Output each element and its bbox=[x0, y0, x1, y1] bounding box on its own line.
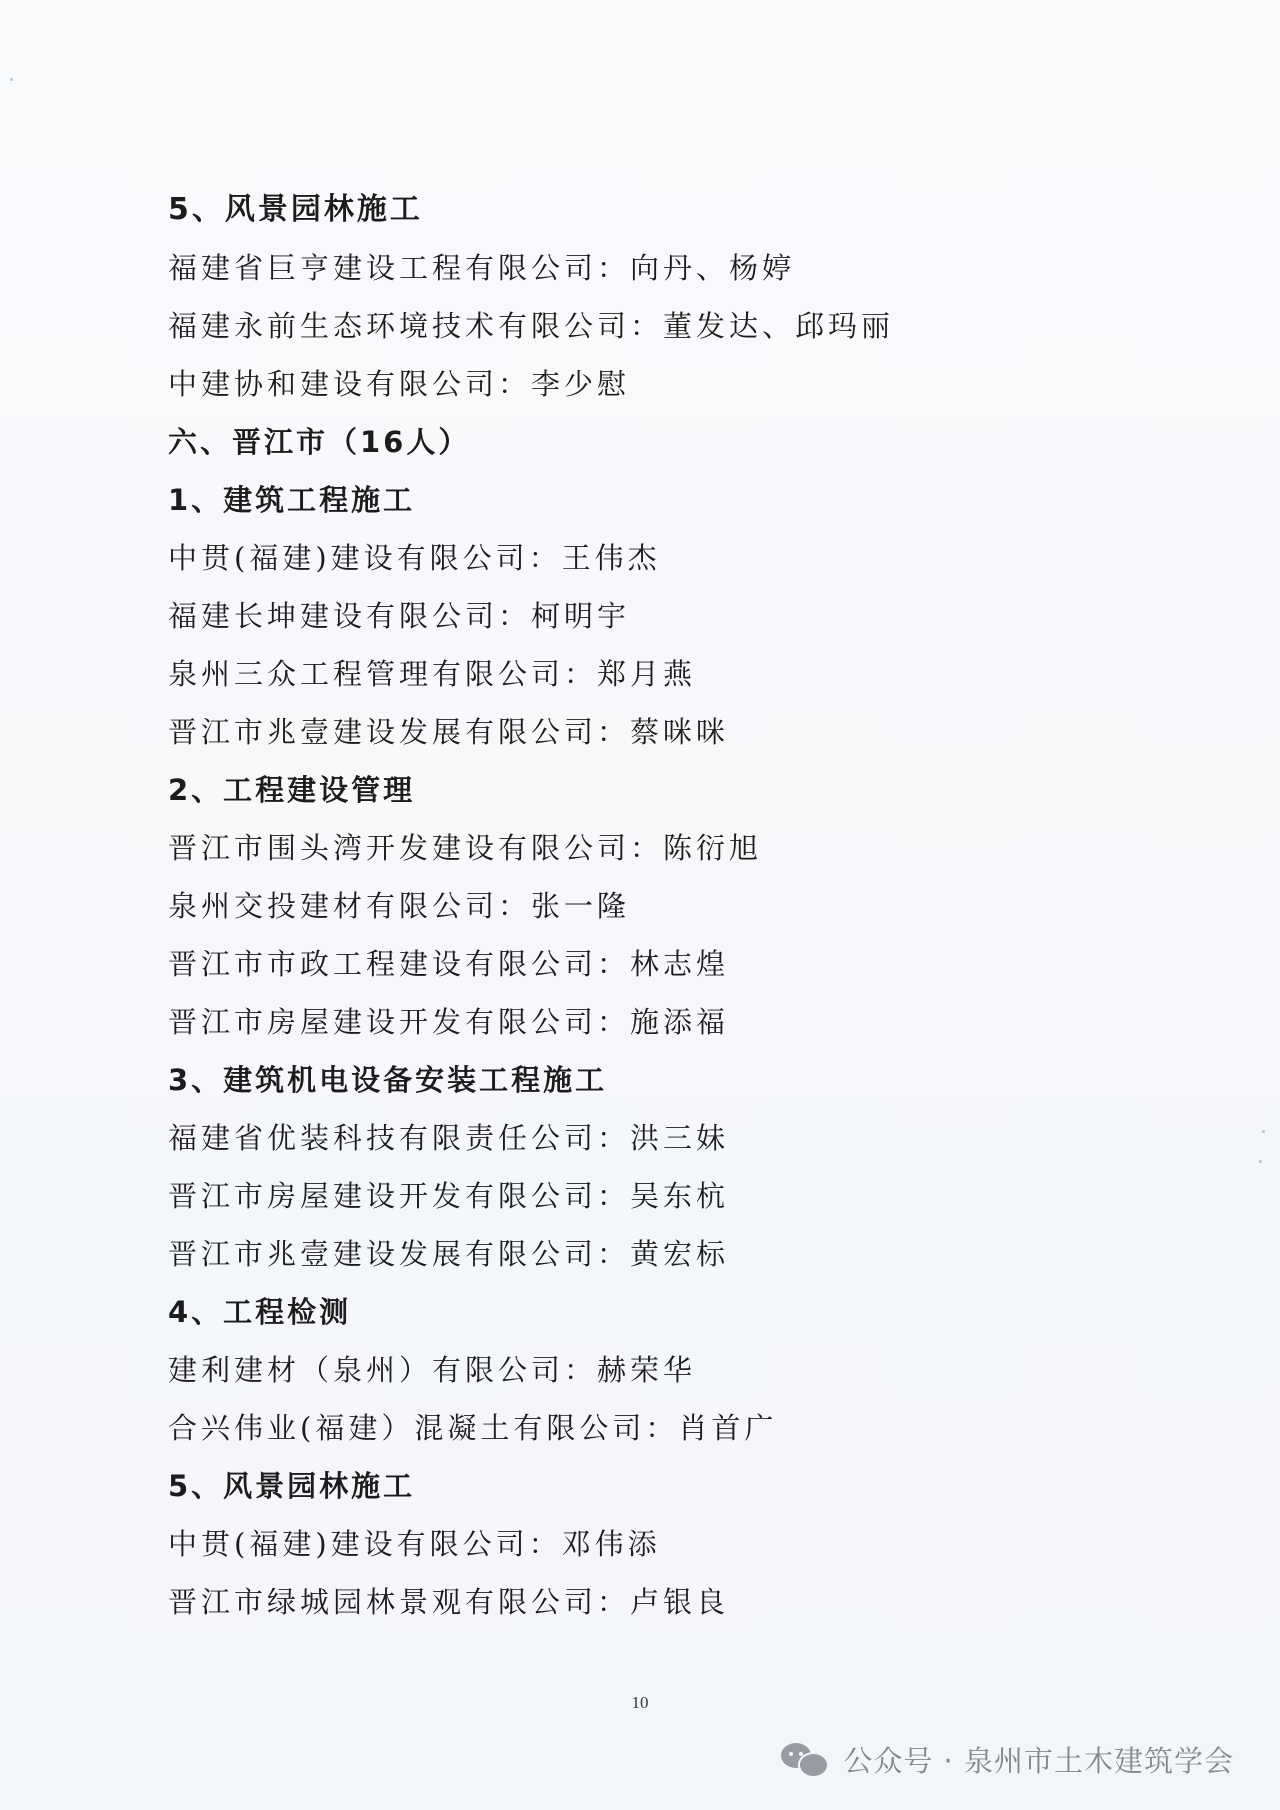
document-body bbox=[168, 181, 1168, 1631]
list-item: 中建协和建设有限公司：李少慰 bbox=[168, 367, 631, 401]
list-item: 晋江市兆壹建设发展有限公司：黄宏标 bbox=[168, 1237, 730, 1271]
list-item: 福建长坤建设有限公司：柯明宇 bbox=[168, 599, 631, 633]
list-item: 中贯(福建)建设有限公司：邓伟添 bbox=[168, 1527, 661, 1561]
list-item: 福建省优装科技有限责任公司：洪三妹 bbox=[168, 1121, 730, 1155]
wechat-icon bbox=[781, 1741, 829, 1777]
section-heading: 5、风景园林施工 bbox=[168, 192, 423, 227]
list-item: 晋江市市政工程建设有限公司：林志煌 bbox=[168, 947, 730, 981]
scan-speck bbox=[10, 78, 13, 81]
list-item: 建利建材（泉州）有限公司：赫荣华 bbox=[168, 1353, 697, 1387]
list-item: 福建永前生态环境技术有限公司：董发达、邱玛丽 bbox=[168, 309, 895, 343]
section-heading: 3、建筑机电设备安装工程施工 bbox=[168, 1063, 608, 1097]
section-heading: 5、风景园林施工 bbox=[168, 1469, 416, 1503]
watermark-text: 公众号 · 泉州市土木建筑学会 bbox=[843, 1743, 1234, 1778]
list-item: 泉州三众工程管理有限公司：郑月燕 bbox=[168, 657, 697, 691]
page-number: 10 bbox=[631, 1693, 649, 1712]
list-item: 晋江市兆壹建设发展有限公司：蔡咪咪 bbox=[168, 715, 730, 749]
section-heading: 2、工程建设管理 bbox=[168, 773, 416, 807]
list-item: 晋江市房屋建设开发有限公司：吴东杭 bbox=[168, 1179, 730, 1213]
watermark bbox=[781, 1734, 1234, 1784]
list-item: 晋江市绿城园林景观有限公司：卢银良 bbox=[168, 1585, 730, 1619]
section-heading: 4、工程检测 bbox=[168, 1295, 352, 1329]
list-item: 合兴伟业(福建）混凝土有限公司：肖首广 bbox=[168, 1411, 778, 1445]
scan-speck bbox=[1262, 1130, 1265, 1133]
scan-speck bbox=[1259, 1160, 1262, 1163]
section-heading: 1、建筑工程施工 bbox=[168, 483, 416, 517]
list-item: 福建省巨亨建设工程有限公司：向丹、杨婷 bbox=[168, 251, 796, 285]
list-item: 中贯(福建)建设有限公司：王伟杰 bbox=[168, 541, 661, 575]
list-item: 晋江市房屋建设开发有限公司：施添福 bbox=[168, 1005, 730, 1039]
region-heading: 六、晋江市（16人） bbox=[168, 425, 471, 459]
list-item: 晋江市围头湾开发建设有限公司：陈衍旭 bbox=[168, 831, 763, 865]
list-item: 泉州交投建材有限公司：张一隆 bbox=[168, 889, 631, 923]
